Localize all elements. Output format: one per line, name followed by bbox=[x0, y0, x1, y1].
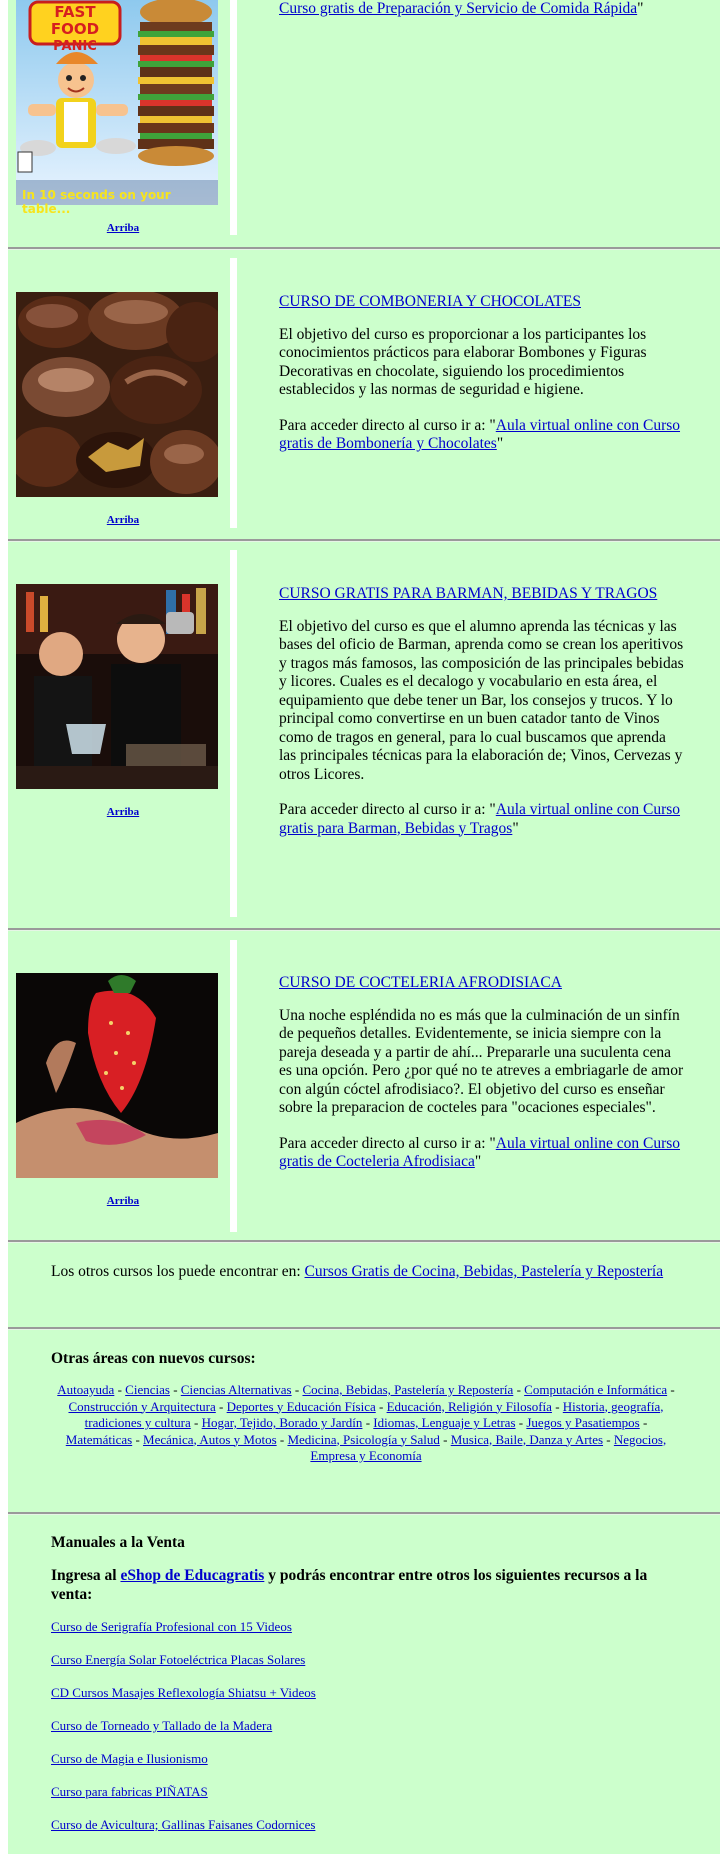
section-divider-2 bbox=[8, 539, 720, 542]
area-link[interactable]: Hogar, Tejido, Borado y Jardín bbox=[201, 1415, 363, 1430]
course-title-cocteleria[interactable]: CURSO DE COCTELERIA AFRODISIACA bbox=[279, 974, 562, 991]
eshop-suffix: y podrás encontrar entre otros los siguientes recursos a la venta: bbox=[51, 1567, 648, 1603]
course-title-barman[interactable]: CURSO GRATIS PARA BARMAN, BEBIDAS Y TRAGOS bbox=[279, 585, 658, 602]
manual-link[interactable]: CD Cursos Masajes Reflexología Shiatsu + Videos bbox=[51, 1685, 316, 1700]
column-divider-0 bbox=[230, 0, 237, 235]
access-link-cocteleria[interactable]: Aula virtual online con Curso gratis de Cocteleria Afrodisiaca bbox=[279, 1134, 681, 1170]
course-barman bbox=[279, 585, 684, 855]
course-cocteleria bbox=[279, 974, 684, 1189]
page-content bbox=[8, 0, 720, 1854]
manuales-list bbox=[51, 1619, 681, 1833]
area-link[interactable]: Negocios, Empresa y Economía bbox=[310, 1431, 667, 1463]
area-separator: - bbox=[215, 1398, 227, 1414]
arriba-link-1-text[interactable]: Arriba bbox=[106, 514, 140, 526]
access-link-chocolates[interactable]: Aula virtual online con Curso gratis de Bombonería y Chocolates bbox=[279, 416, 681, 452]
area-separator: - bbox=[513, 1382, 525, 1397]
access-prefix: Para acceder directo al curso ir a: " bbox=[279, 416, 496, 434]
area-link[interactable]: Educación, Religión y Filosofía bbox=[386, 1398, 552, 1414]
section-divider-4 bbox=[8, 1240, 720, 1243]
area-link[interactable]: Juegos y Pasatiempos bbox=[526, 1415, 640, 1430]
strawberry-image bbox=[16, 973, 218, 1178]
area-separator: - bbox=[439, 1431, 451, 1447]
course-description-barman: El objetivo del curso es que el alumno aprenda las técnicas y las bases del oficio de Barman, aprenda como se crean los aperitivos y tragos más famosos, las composición de las principales bebidas y licores. Cuales es el decalogo y vocabulario en esta área, el equipamiento que debe tener un Bar, los consejos y trucos. Y lo principal como convertirse en un buen catador tanto de Vinos como de tragos en general, para lo cual buscamos que aprenda las principales técnicas para la elaboración de; Vinos, Cervezas y otros Licores. bbox=[279, 617, 684, 783]
area-separator: - bbox=[190, 1415, 202, 1430]
area-separator: - bbox=[276, 1431, 288, 1447]
arriba-link-3[interactable] bbox=[68, 1195, 178, 1207]
otros-cursos bbox=[51, 1263, 681, 1282]
otros-cursos-link[interactable]: Cursos Gratis de Cocina, Bebidas, Pastelería y Repostería bbox=[304, 1263, 664, 1280]
area-separator: - bbox=[375, 1398, 387, 1414]
area-link[interactable]: Deportes y Educación Física bbox=[226, 1398, 376, 1414]
area-link[interactable]: Matemáticas bbox=[65, 1431, 133, 1447]
area-link[interactable]: Medicina, Psicología y Salud bbox=[287, 1431, 440, 1447]
eshop-prefix: Ingresa al bbox=[51, 1567, 121, 1584]
column-divider-1 bbox=[230, 258, 237, 528]
area-separator: - bbox=[667, 1382, 675, 1397]
otras-areas bbox=[51, 1350, 681, 1465]
section-divider-1 bbox=[8, 247, 720, 250]
area-separator: - bbox=[114, 1382, 126, 1397]
arriba-link-3-text[interactable]: Arriba bbox=[106, 1195, 140, 1207]
area-link[interactable]: Ciencias bbox=[125, 1382, 170, 1397]
arriba-link-0-text[interactable]: Arriba bbox=[106, 222, 140, 234]
area-link[interactable]: Mecánica, Autos y Motos bbox=[143, 1431, 277, 1447]
manual-item bbox=[51, 1751, 681, 1767]
arriba-link-2[interactable] bbox=[68, 806, 178, 818]
eshop-intro bbox=[51, 1567, 681, 1604]
manual-link[interactable]: Curso para fabricas PIÑATAS bbox=[51, 1784, 208, 1799]
manuales-section bbox=[51, 1534, 681, 1850]
areas-links bbox=[51, 1382, 681, 1465]
access-link-barman[interactable]: Aula virtual online con Curso gratis para Barman, Bebidas y Tragos bbox=[279, 801, 681, 837]
fast-food-logo-line2: PANIC bbox=[53, 39, 97, 54]
manual-item bbox=[51, 1718, 681, 1734]
area-link[interactable]: Historia, geografía, tradiciones y cultura bbox=[84, 1398, 664, 1430]
section-divider-6 bbox=[8, 1512, 720, 1515]
course-fast-food bbox=[279, 0, 684, 19]
area-separator: - bbox=[362, 1415, 374, 1430]
fast-food-caption: In 10 seconds on your table... bbox=[22, 188, 171, 216]
area-link[interactable]: Musica, Baile, Danza y Artes bbox=[450, 1431, 604, 1447]
otros-prefix: Los otros cursos los puede encontrar en: bbox=[51, 1263, 305, 1280]
column-divider-3 bbox=[230, 940, 237, 1232]
arriba-link-0[interactable] bbox=[68, 222, 178, 234]
arriba-link-2-text[interactable]: Arriba bbox=[106, 806, 140, 818]
manual-link[interactable]: Curso de Torneado y Tallado de la Madera bbox=[51, 1718, 273, 1733]
area-link[interactable]: Ciencias Alternativas bbox=[180, 1382, 292, 1397]
access-suffix: " bbox=[474, 1153, 482, 1170]
manuales-title: Manuales a la Venta bbox=[51, 1534, 185, 1551]
fast-food-logo bbox=[30, 4, 120, 55]
barman-image bbox=[16, 584, 218, 789]
course-title-chocolates[interactable]: CURSO DE COMBONERIA Y CHOCOLATES bbox=[279, 293, 581, 310]
manual-item bbox=[51, 1784, 681, 1800]
area-separator: - bbox=[132, 1431, 144, 1447]
arriba-link-1[interactable] bbox=[68, 514, 178, 526]
area-link[interactable]: Idiomas, Lenguaje y Letras bbox=[373, 1415, 516, 1430]
course-access-barman bbox=[279, 801, 684, 838]
area-link[interactable]: Autoayuda bbox=[57, 1382, 115, 1397]
area-separator: - bbox=[551, 1398, 563, 1414]
course-description-cocteleria: Una noche espléndida no es más que la culminación de un sinfín de pequeños detalles. Evidentemente, se inicia siempre con la pareja deseada y a partir de ahí... Prepararle una suculenta cena es una opción. Pero ¿por qué no te atreves a embriagarle de amor con algún cóctel afrodisiaco?. El objetivo del curso es enseñar sobre la preparacion de cocteles para "ocaciones especiales". bbox=[279, 1006, 684, 1116]
manual-link[interactable]: Curso de Serigrafía Profesional con 15 Videos bbox=[51, 1619, 292, 1634]
section-divider-3 bbox=[8, 928, 720, 931]
course-access-cocteleria bbox=[279, 1135, 684, 1172]
access-suffix: " bbox=[512, 819, 519, 837]
manual-item bbox=[51, 1619, 681, 1635]
manual-link[interactable]: Curso de Magia e Ilusionismo bbox=[51, 1751, 208, 1766]
area-separator: - bbox=[169, 1382, 181, 1397]
manual-item bbox=[51, 1685, 681, 1701]
manual-item bbox=[51, 1817, 681, 1833]
fast-food-logo-line1: FAST FOOD bbox=[50, 3, 100, 38]
area-separator: - bbox=[603, 1431, 614, 1447]
eshop-link[interactable]: eShop de Educagratis bbox=[120, 1567, 265, 1584]
course-access-chocolates bbox=[279, 417, 684, 454]
access-suffix: " bbox=[496, 435, 504, 452]
column-divider-2 bbox=[230, 550, 237, 917]
access-prefix: Para acceder directo al curso ir a: " bbox=[279, 801, 496, 818]
area-link[interactable]: Cocina, Bebidas, Pastelería y Repostería bbox=[302, 1382, 514, 1397]
fast-food-link-suffix: " bbox=[637, 0, 644, 17]
area-link[interactable]: Computación e Informática bbox=[524, 1382, 668, 1397]
area-separator: - bbox=[515, 1415, 527, 1430]
area-link[interactable]: Construcción y Arquitectura bbox=[68, 1398, 216, 1414]
access-prefix: Para acceder directo al curso ir a: " bbox=[279, 1134, 496, 1152]
manual-link[interactable]: Curso Energía Solar Fotoeléctrica Placas Solares bbox=[51, 1652, 306, 1667]
manual-link[interactable]: Curso de Avicultura; Gallinas Faisanes Codornices bbox=[51, 1817, 316, 1832]
section-divider-5 bbox=[8, 1327, 720, 1330]
area-separator: - bbox=[639, 1415, 648, 1430]
course-description-chocolates: El objetivo del curso es proporcionar a los participantes los conocimientos prácticos para elaborar Bombones y Figuras Decorativas en chocolate, siguiendo los procedimientos establecidos y las normas de seguridad e higiene. bbox=[279, 325, 647, 398]
manual-item bbox=[51, 1652, 681, 1668]
otras-areas-title: Otras áreas con nuevos cursos: bbox=[51, 1350, 256, 1367]
area-separator: - bbox=[291, 1382, 303, 1397]
course-chocolates bbox=[279, 293, 684, 471]
fast-food-course-link[interactable]: Curso gratis de Preparación y Servicio de Comida Rápida bbox=[279, 0, 638, 17]
chocolates-image bbox=[16, 292, 218, 497]
